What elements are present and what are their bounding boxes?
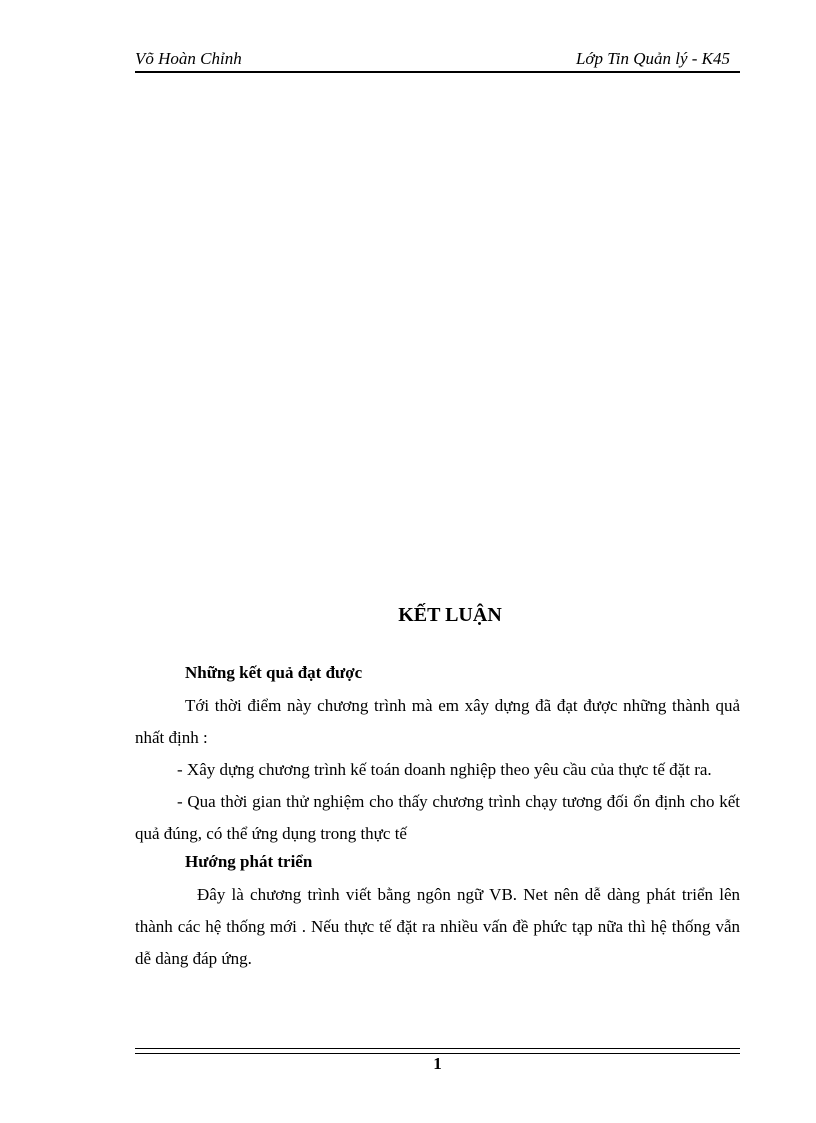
document-body (135, 662, 740, 975)
page-header (135, 49, 740, 73)
header-author: Võ Hoàn Chỉnh (135, 49, 242, 68)
page-number: 1 (433, 1054, 442, 1073)
development-paragraph: Đây là chương trình viết bằng ngôn ngữ VB. Net nên dễ dàng phát triển lên thành các hệ thống mới . Nếu thực tế đặt ra nhiều vấn đề phức tạp nữa thì hệ thống vẫn dễ dàng đáp ứng. (135, 885, 740, 968)
result-item-2: - Qua thời gian thử nghiệm cho thấy chương trình chạy tương đối ổn định cho kết quả đúng, có thể ứng dụng trong thực tế (135, 792, 740, 843)
results-intro-paragraph: Tới thời điểm này chương trình mà em xây dựng đã đạt được những thành quả nhất định : (135, 696, 740, 747)
results-heading: Những kết quả đạt được (185, 663, 363, 682)
result-item-1: - Xây dựng chương trình kế toán doanh nghiệp theo yêu cầu của thực tế đặt ra. (177, 760, 712, 779)
page-title: KẾT LUẬN (398, 604, 502, 626)
header-class: Lớp Tin Quản lý - K45 (575, 49, 730, 68)
development-heading: Hướng phát triển (185, 852, 313, 871)
